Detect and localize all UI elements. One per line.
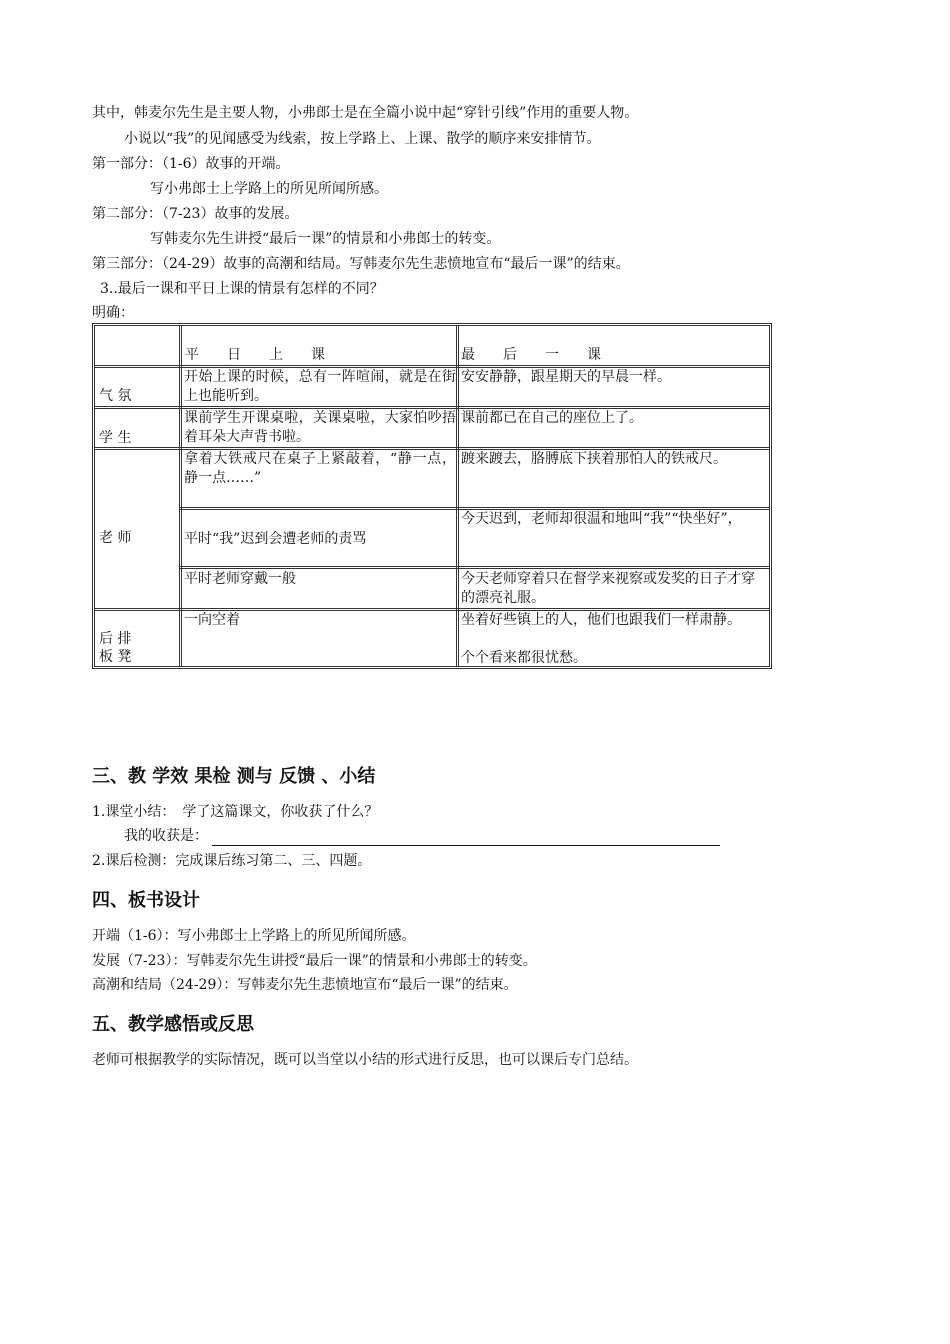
part1-title: 第一部分：（1-6）故事的开端。 [92,156,290,172]
section5-heading: 五、教学感悟或反思 [92,1014,254,1035]
table-divider [179,326,182,666]
section4-heading: 四、板书设计 [92,890,200,911]
students-last: 课前都已在自己的座位上了。 [461,410,643,426]
teacher-normal-dress: 平时老师穿戴一般 [184,571,296,587]
header-normal-class: 平 日 上 课 [185,347,325,363]
section3-harvest-line [124,826,720,846]
atmosphere-last: 安安静静，跟星期天的早晨一样。 [461,369,671,385]
harvest-answer-blank[interactable] [212,831,720,846]
table-divider [179,566,769,569]
row-label-teacher: 老 师 [99,530,132,546]
part2-description: 写韩麦尔先生讲授“最后一课”的情景和小弗郎士的转变。 [150,231,501,247]
bench-last-line2: 个个看来都很忧愁。 [461,650,587,666]
teacher-last-dress: 今天老师穿着只在督学来视察或发奖的日子才穿的漂亮礼服。 [461,571,755,606]
row-label-bench-line1: 后 排 [99,631,132,647]
bench-normal: 一向空着 [184,612,240,628]
teacher-normal-ruler: 拿着大铁戒尺在桌子上紧敲着，“静一点，静一点……” [184,451,456,486]
board-design-line2: 发展（7-23）：写韩麦尔先生讲授“最后一课”的情景和小弗郎士的转变。 [92,953,537,969]
header-last-class: 最 后 一 课 [461,347,601,363]
part3-title: 第三部分：（24-29）故事的高潮和结局。写韩麦尔先生悲愤地宣布“最后一课”的结束。 [92,256,630,272]
section3-item1: 1.课堂小结： 学了这篇课文，你收获了什么？ [92,804,379,820]
row-label-atmosphere: 气 氛 [99,388,132,404]
intro-line-clue: 小说以“我”的见闻感受为线索，按上学路上、上课、散学的顺序来安排情节。 [124,131,601,147]
section3-item2: 2.课后检测：完成课后练习第二、三、四题。 [92,853,372,869]
section3-heading: 三、教 学效 果检 测与 反馈 、小结 [92,766,376,787]
answer-label: 明确： [92,305,134,321]
comparison-table [92,323,772,669]
part2-title: 第二部分：（7-23）故事的发展。 [92,206,299,222]
section5-body: 老师可根据教学的实际情况，既可以当堂以小结的形式进行反思，也可以课后专门总结。 [92,1052,638,1068]
teacher-last-ruler: 踱来踱去，胳膊底下挟着那怕人的铁戒尺。 [461,451,727,467]
row-label-students: 学 生 [99,430,132,446]
atmosphere-normal: 开始上课的时候，总有一阵喧闹，就是在街上也能听到。 [184,369,456,404]
question-3: 3..最后一课和平日上课的情景有怎样的不同？ [100,281,384,297]
intro-line-characters: 其中，韩麦尔先生是主要人物，小弗郎士是在全篇小说中起“穿针引线”作用的重要人物。 [92,105,639,121]
part1-description: 写小弗郎士上学路上的所见所闻所感。 [150,181,388,197]
board-design-line1: 开端（1-6）：写小弗郎士上学路上的所见所闻所感。 [92,928,416,944]
bench-last-line1: 坐着好些镇上的人，他们也跟我们一样肃静。 [461,612,741,628]
table-divider [456,326,459,666]
harvest-prompt: 我的收获是： [124,828,208,844]
board-design-line3: 高潮和结局（24-29）：写韩麦尔先生悲愤地宣布“最后一课”的结束。 [92,977,518,993]
teacher-last-late: 今天迟到，老师却很温和地叫“我”“快坐好”， [461,511,742,527]
teacher-normal-late: 平时“我”迟到会遭老师的责骂 [184,531,367,547]
students-normal: 课前学生开课桌啦，关课桌啦，大家怕吵捂着耳朵大声背书啦。 [184,410,456,445]
row-label-bench-line2: 板 凳 [99,649,132,665]
